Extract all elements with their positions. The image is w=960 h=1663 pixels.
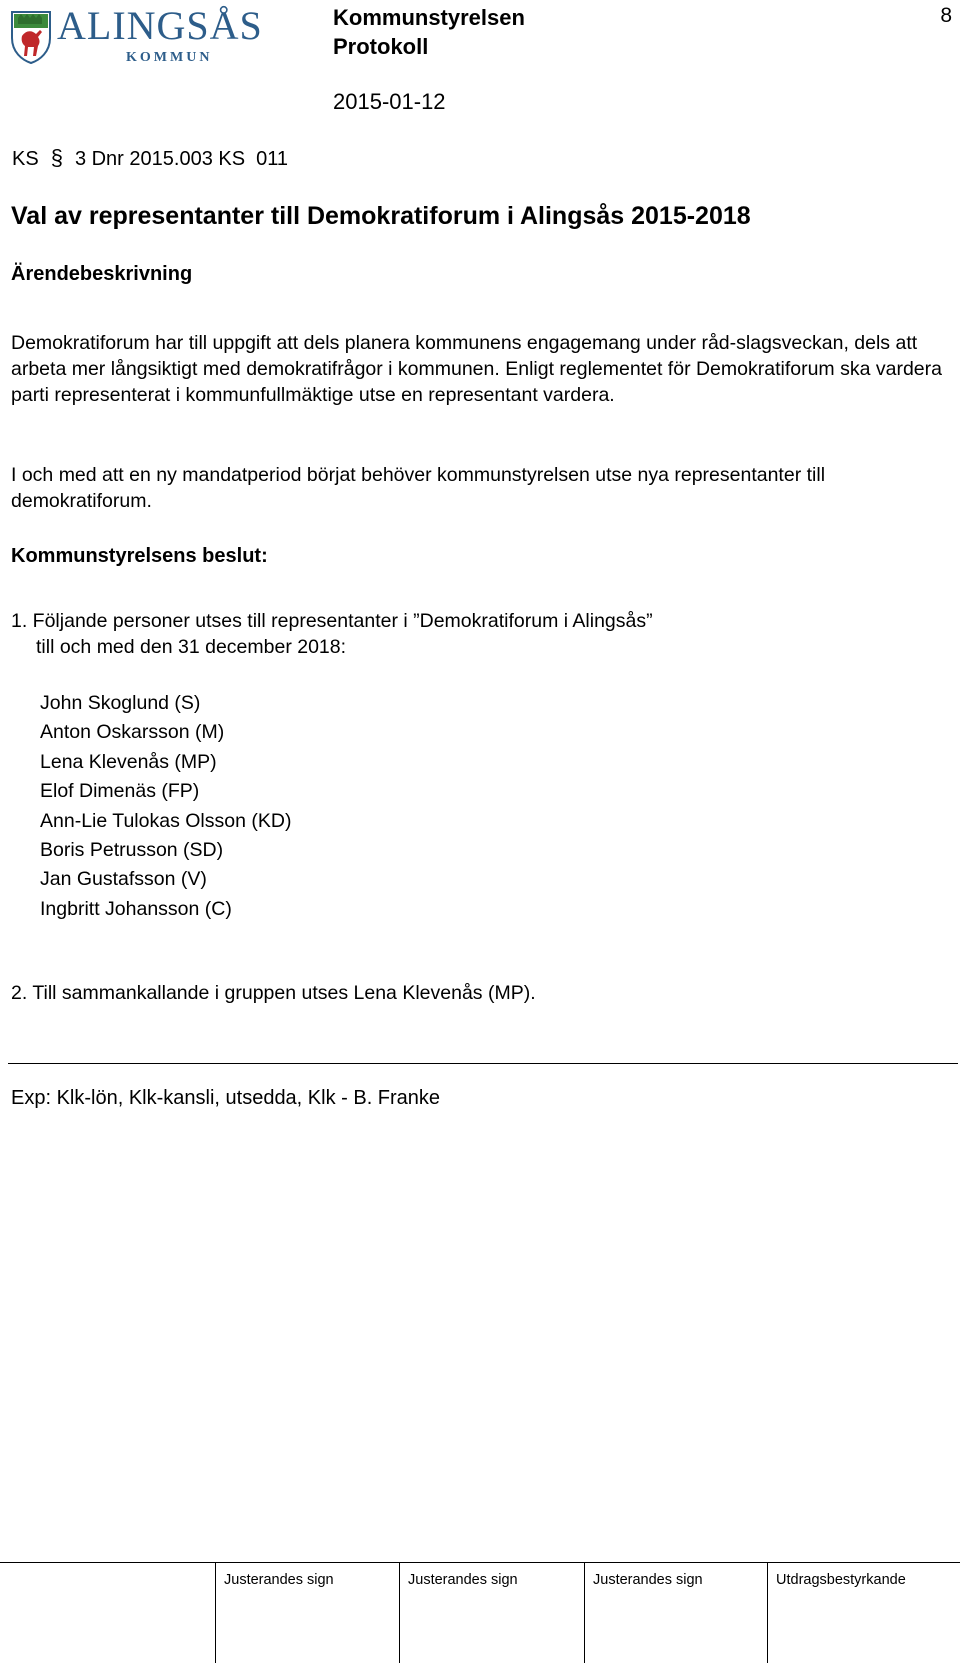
ref-text: 3 Dnr 2015.003 KS 011 [74,148,289,170]
section-divider [8,1063,958,1064]
decision-item-1-line-2: till och med den 31 december 2018: [36,636,347,658]
list-item: John Skoglund (S) [40,692,201,714]
footer-cell-sign-2: Justerandes sign [399,1562,584,1663]
list-item: Ann-Lie Tulokas Olsson (KD) [40,809,292,832]
municipality-logo [10,3,310,70]
list-item: Anton Oskarsson (M) [40,721,225,744]
logo-subtext: KOMMUN [126,50,213,65]
org-name: Kommunstyrelsen [333,5,525,30]
page-number: 8 [940,4,952,27]
footer-cell-certification: Utdragsbestyrkande [767,1562,960,1663]
representatives-list [40,689,291,924]
logo-wordmark: ALINGSÅS [57,3,263,48]
list-item: Ingbritt Johansson (C) [40,897,232,920]
list-item: Lena Klevenås (MP) [40,750,217,773]
description-paragraph-1: Demokratiforum har till uppgift att dels planera kommunens engagemang under råd-slagsveckan, dels att arbeta mer långsiktigt med demokratifrågor i kommunen. Enligt reglementet för Demokratiforum ska vardera parti representerat i kommunfullmäktige utse en representant vardera. [11,332,942,406]
coat-of-arms-icon [10,8,52,64]
list-item: Jan Gustafsson (V) [40,868,207,891]
description-paragraph-2: I och med att en ny mandatperiod börjat behöver kommunstyrelsen utse nya representanter till demokratiforum. [11,464,826,512]
doc-type: Protokoll [333,34,429,59]
decision-item-2: 2. Till sammankallande i gruppen utses Lena Klevenås (MP). [11,982,536,1004]
section-symbol: § [50,145,63,170]
footer-cell-sign-3: Justerandes sign [584,1562,767,1663]
header-org [333,3,525,61]
decision-heading: Kommunstyrelsens beslut: [11,545,268,567]
decision-item-1 [11,608,956,660]
ref-prefix: KS [12,148,39,170]
meeting-date: 2015-01-12 [333,89,446,114]
page-title: Val av representanter till Demokratiforum i Alingsås 2015-2018 [11,202,751,230]
case-reference [12,145,288,171]
expedition-line: Exp: Klk-lön, Klk-kansli, utsedda, Klk - B. Franke [11,1087,441,1109]
footer-cell-sign-1: Justerandes sign [215,1562,399,1663]
list-item: Elof Dimenäs (FP) [40,780,200,803]
description-heading: Ärendebeskrivning [11,263,193,285]
decision-item-1-line-1: 1. Följande personer utses till representanter i ”Demokratiforum i Alingsås” [11,610,653,632]
list-item: Boris Petrusson (SD) [40,839,224,862]
